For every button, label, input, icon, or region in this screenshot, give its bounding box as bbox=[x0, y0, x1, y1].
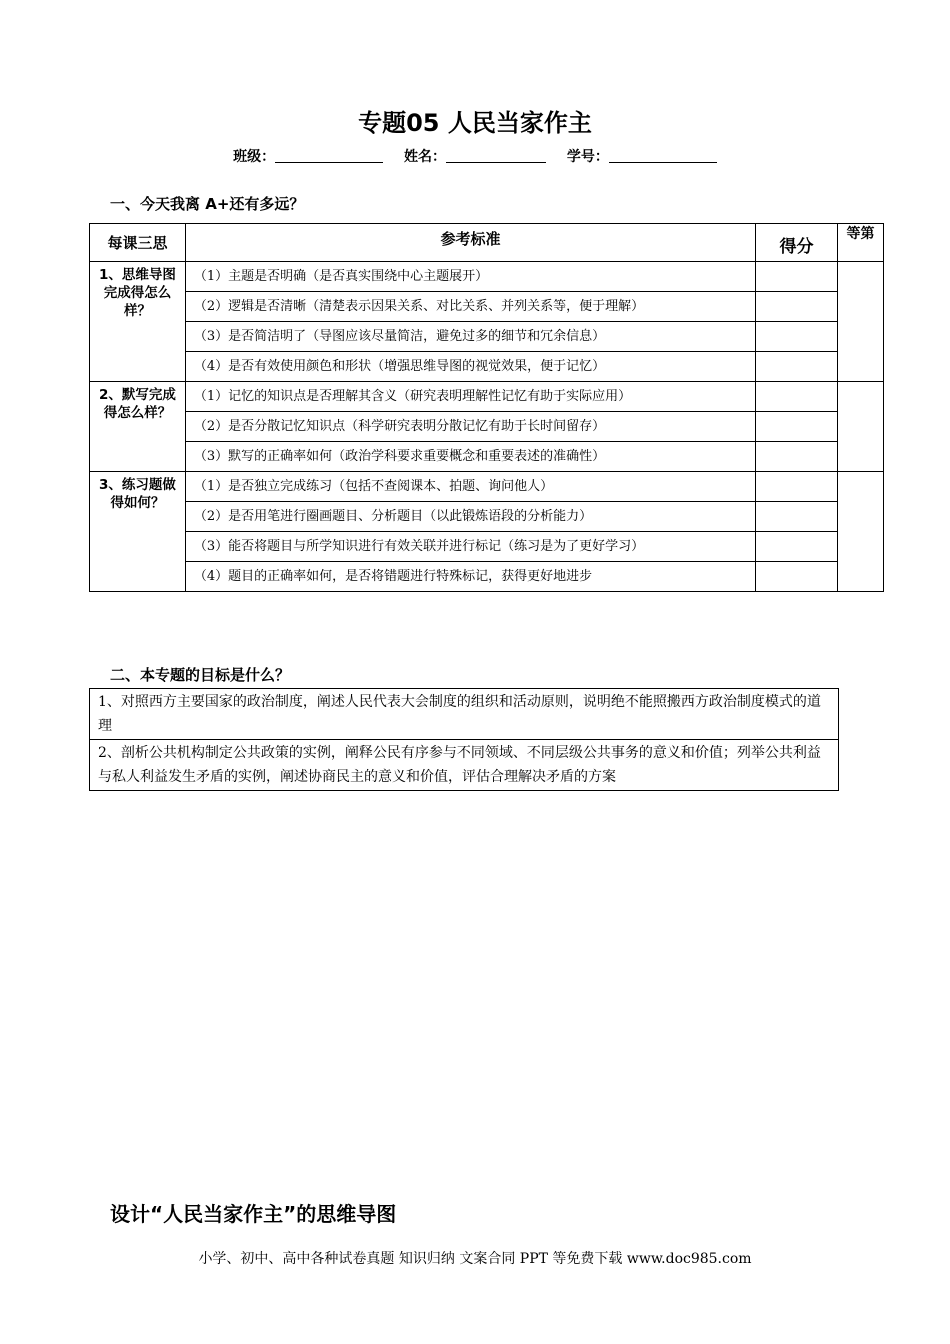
criterion-item: （4）是否有效使用颜色和形状（增强思维导图的视觉效果，便于记忆） bbox=[185, 352, 755, 382]
table-row bbox=[90, 292, 884, 322]
category-mindmap: 1、思维导图完成得怎么样？ bbox=[90, 262, 186, 382]
criterion-item: （1）记忆的知识点是否理解其含义（研究表明理解性记忆有助于实际应用） bbox=[185, 382, 755, 412]
category-exercise: 3、练习题做得如何？ bbox=[90, 472, 186, 592]
score-cell[interactable] bbox=[756, 442, 838, 472]
self-assessment-table bbox=[89, 223, 884, 592]
grade-cell[interactable] bbox=[838, 382, 884, 472]
id-label: 学号： bbox=[566, 149, 609, 165]
table-row bbox=[90, 352, 884, 382]
header-criteria: 参考标准 bbox=[185, 224, 755, 262]
score-cell[interactable] bbox=[756, 562, 838, 592]
header-score: 得分 bbox=[756, 224, 838, 262]
section2-heading: 二、本专题的目标是什么？ bbox=[110, 666, 291, 684]
grade-cell[interactable] bbox=[838, 262, 884, 382]
table-row bbox=[90, 502, 884, 532]
header-grade: 等第 bbox=[838, 224, 884, 262]
grade-cell[interactable] bbox=[838, 472, 884, 592]
criterion-item: （2）逻辑是否清晰（清楚表示因果关系、对比关系、并列关系等，便于理解） bbox=[185, 292, 755, 322]
table-row bbox=[90, 472, 884, 502]
criterion-item: （3）是否简洁明了（导图应该尽量简洁，避免过多的细节和冗余信息） bbox=[185, 322, 755, 352]
table-row bbox=[90, 442, 884, 472]
score-cell[interactable] bbox=[756, 532, 838, 562]
table-row bbox=[90, 532, 884, 562]
page-title: 专题05 人民当家作主 bbox=[358, 109, 592, 137]
goal-item: 1、对照西方主要国家的政治制度，阐述人民代表大会制度的组织和活动原则，说明绝不能照搬西方政治制度模式的道理 bbox=[90, 689, 839, 740]
class-label: 班级： bbox=[233, 149, 276, 165]
score-cell[interactable] bbox=[756, 322, 838, 352]
score-cell[interactable] bbox=[756, 502, 838, 532]
student-info-line bbox=[0, 146, 950, 166]
table-header-row bbox=[90, 224, 884, 262]
name-blank[interactable] bbox=[446, 148, 546, 163]
table-row bbox=[90, 322, 884, 352]
criterion-item: （1）主题是否明确（是否真实围绕中心主题展开） bbox=[185, 262, 755, 292]
header-reflection: 每课三思 bbox=[90, 224, 186, 262]
criterion-item: （3）默写的正确率如何（政治学科要求重要概念和重要表述的准确性） bbox=[185, 442, 755, 472]
page-footer: 小学、初中、高中各种试卷真题 知识归纳 文案合同 PPT 等免费下载 www.doc985.com bbox=[198, 1251, 752, 1267]
criterion-item: （3）能否将题目与所学知识进行有效关联并进行标记（练习是为了更好学习） bbox=[185, 532, 755, 562]
table-row bbox=[90, 382, 884, 412]
mindmap-title: 设计“人民当家作主”的思维导图 bbox=[110, 1202, 397, 1226]
criterion-item: （2）是否分散记忆知识点（科学研究表明分散记忆有助于长时间留存） bbox=[185, 412, 755, 442]
table-row bbox=[90, 689, 839, 740]
class-blank[interactable] bbox=[275, 148, 383, 163]
table-row bbox=[90, 412, 884, 442]
criterion-item: （1）是否独立完成练习（包括不查阅课本、拍题、询问他人） bbox=[185, 472, 755, 502]
criterion-item: （2）是否用笔进行圈画题目、分析题目（以此锻炼语段的分析能力） bbox=[185, 502, 755, 532]
score-cell[interactable] bbox=[756, 412, 838, 442]
goal-item: 2、剖析公共机构制定公共政策的实例，阐释公民有序参与不同领域、不同层级公共事务的意义和价值；列举公共利益与私人利益发生矛盾的实例，阐述协商民主的意义和价值，评估合理解决矛盾的方案 bbox=[90, 740, 839, 791]
table-row bbox=[90, 562, 884, 592]
score-cell[interactable] bbox=[756, 382, 838, 412]
score-cell[interactable] bbox=[756, 352, 838, 382]
name-label: 姓名： bbox=[404, 149, 446, 165]
section1-heading: 一、今天我离 A+还有多远？ bbox=[110, 195, 305, 213]
criterion-item: （4）题目的正确率如何，是否将错题进行特殊标记，获得更好地进步 bbox=[185, 562, 755, 592]
table-row bbox=[90, 262, 884, 292]
goals-table bbox=[89, 688, 839, 791]
id-blank[interactable] bbox=[609, 148, 717, 163]
score-cell[interactable] bbox=[756, 262, 838, 292]
table-row bbox=[90, 740, 839, 791]
category-dictation: 2、默写完成得怎么样？ bbox=[90, 382, 186, 472]
score-cell[interactable] bbox=[756, 472, 838, 502]
score-cell[interactable] bbox=[756, 292, 838, 322]
